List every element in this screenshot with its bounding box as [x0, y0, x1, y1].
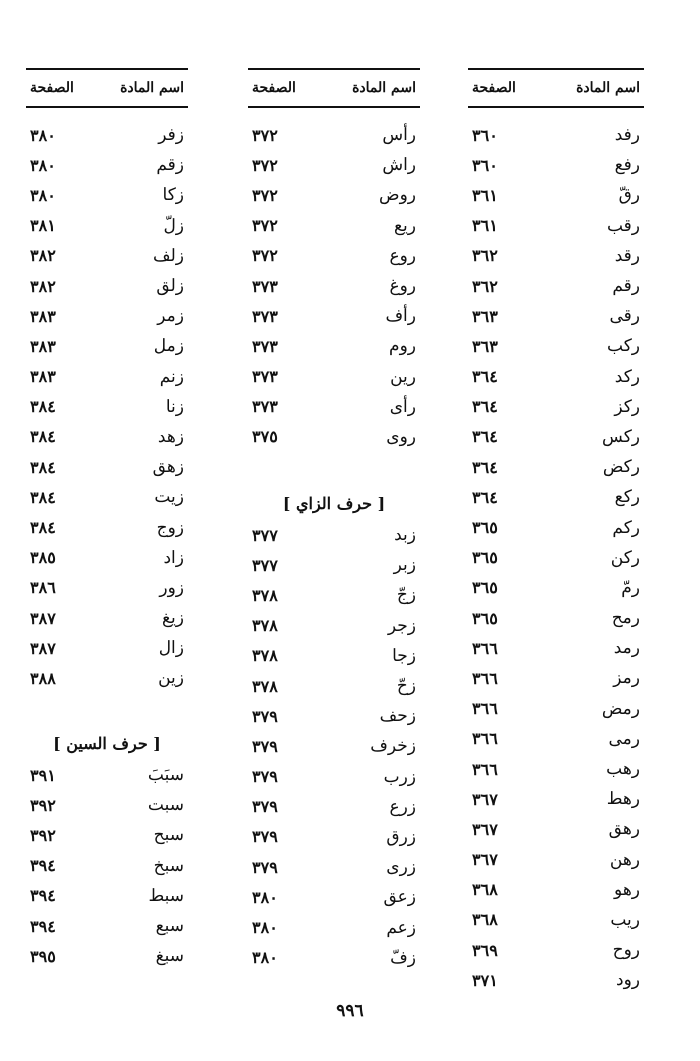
entry-word: ركس [602, 426, 640, 447]
entry-page-number: ٣٦٦ [472, 668, 498, 688]
index-entry [248, 271, 420, 301]
entry-page-number: ٣٦٨ [472, 910, 498, 930]
section-entry-list [248, 520, 420, 973]
index-entry [26, 422, 188, 452]
entry-word: رقد [614, 245, 640, 266]
entry-word: رفع [614, 155, 640, 176]
entry-word: زرع [389, 796, 416, 817]
section-title: [ حرف الزاي ] [282, 494, 386, 513]
entry-word: روغ [389, 276, 416, 297]
index-entry [26, 881, 188, 911]
index-entry [248, 301, 420, 331]
index-column-right [468, 68, 644, 995]
index-entry [468, 452, 644, 482]
entry-page-number: ٣٧٨ [252, 676, 278, 696]
entry-word: ريب [610, 909, 640, 930]
entry-page-number: ٣٧٢ [252, 155, 278, 175]
entry-page-number: ٣٦٤ [472, 487, 498, 507]
entry-word: رأس [382, 125, 416, 146]
index-entry [468, 512, 644, 542]
entry-page-number: ٣٩٥ [30, 946, 56, 966]
index-entry [468, 422, 644, 452]
entry-page-number: ٣٦٨ [472, 880, 498, 900]
entry-word: ركز [614, 396, 640, 417]
entry-word: رهب [606, 759, 640, 780]
entry-page-number: ٣٧٨ [252, 646, 278, 666]
entry-word: زعق [383, 887, 416, 908]
index-entry [468, 301, 644, 331]
entry-page-number: ٣٨٤ [30, 487, 56, 507]
index-entry [26, 790, 188, 820]
index-entry [26, 331, 188, 361]
index-entry [248, 852, 420, 882]
entry-page-number: ٣٧٣ [252, 397, 278, 417]
entry-word: زال [158, 638, 184, 659]
entry-word: زنم [159, 366, 184, 387]
page-number: ٩٩٦ [336, 1001, 364, 1021]
entry-word: رمد [613, 638, 640, 659]
entry-page-number: ٣٦٧ [472, 789, 498, 809]
entry-page-number: ٣٦١ [472, 185, 498, 205]
entry-list [248, 120, 420, 452]
entry-word: سبخ [153, 855, 184, 876]
index-entry [248, 241, 420, 271]
entry-page-number: ٣٨٢ [30, 246, 56, 266]
index-entry [468, 392, 644, 422]
entry-page-number: ٣٧٢ [252, 216, 278, 236]
entry-word: زرق [386, 826, 416, 847]
entry-page-number: ٣٦٥ [472, 608, 498, 628]
entry-page-number: ٣٧٣ [252, 306, 278, 326]
index-column-middle [248, 68, 420, 968]
entry-word: زرى [386, 857, 416, 878]
entry-word: روض [379, 185, 416, 206]
index-entry [26, 573, 188, 603]
entry-word: رمح [611, 608, 640, 629]
entry-page-number: ٣٨٧ [30, 638, 56, 658]
index-entry [248, 211, 420, 241]
entry-word: زهد [157, 426, 184, 447]
index-entry [26, 941, 188, 971]
entry-word: زفر [158, 125, 184, 146]
index-entry [468, 814, 644, 844]
index-entry [468, 965, 644, 995]
section-title: [ حرف السين ] [53, 734, 161, 753]
index-entry [26, 663, 188, 693]
entry-page-number: ٣٩١ [30, 765, 56, 785]
index-entry [26, 760, 188, 790]
entry-word: رود [616, 970, 640, 991]
index-entry [26, 150, 188, 180]
index-entry [468, 905, 644, 935]
entry-page-number: ٣٨٠ [252, 887, 278, 907]
index-entry [26, 543, 188, 573]
index-entry [468, 120, 644, 150]
entry-page-number: ٣٩٤ [30, 856, 56, 876]
entry-list [468, 120, 644, 995]
entry-page-number: ٣٨٠ [30, 155, 56, 175]
entry-page-number: ٣٧٧ [252, 525, 278, 545]
entry-page-number: ٣٧٩ [252, 827, 278, 847]
entry-word: زمل [153, 336, 184, 357]
entry-page-number: ٣٦٥ [472, 578, 498, 598]
entry-word: زجر [387, 615, 416, 636]
entry-page-number: ٣٩٤ [30, 886, 56, 906]
entry-page-number: ٣٧٢ [252, 125, 278, 145]
entry-page-number: ٣٨١ [30, 216, 56, 236]
entry-word: ركع [614, 487, 640, 508]
entry-word: سبت [147, 795, 184, 816]
entry-word: ركب [607, 336, 640, 357]
entry-word: روع [389, 245, 416, 266]
entry-page-number: ٣٨٤ [30, 397, 56, 417]
entry-page-number: ٣٦٦ [472, 699, 498, 719]
entry-page-number: ٣٦٧ [472, 819, 498, 839]
entry-word: رقب [606, 215, 640, 236]
index-entry [26, 271, 188, 301]
index-entry [248, 611, 420, 641]
index-entry [26, 603, 188, 633]
index-entry [248, 550, 420, 580]
entry-page-number: ٣٧٥ [252, 427, 278, 447]
entry-page-number: ٣٨٠ [252, 918, 278, 938]
entry-page-number: ٣٨٠ [30, 125, 56, 145]
index-entry [26, 512, 188, 542]
entry-page-number: ٣٨٢ [30, 276, 56, 296]
entry-page-number: ٣٨٠ [30, 185, 56, 205]
entry-word: سبح [153, 825, 184, 846]
entry-page-number: ٣٧٧ [252, 555, 278, 575]
header-name-label: اسم المادة [576, 80, 640, 96]
entry-word: رهو [614, 879, 640, 900]
entry-word: سبط [148, 885, 184, 906]
entry-page-number: ٣٦٤ [472, 397, 498, 417]
index-entry [248, 701, 420, 731]
entry-page-number: ٣٧٣ [252, 367, 278, 387]
entry-word: زاد [163, 547, 184, 568]
index-entry [248, 912, 420, 942]
entry-word: ركد [614, 366, 640, 387]
index-entry [26, 820, 188, 850]
index-entry [26, 452, 188, 482]
entry-page-number: ٣٧٨ [252, 585, 278, 605]
entry-word: رهن [609, 849, 640, 870]
entry-word: زعم [386, 917, 416, 938]
index-entry [468, 875, 644, 905]
entry-page-number: ٣٦٦ [472, 759, 498, 779]
index-entry [468, 362, 644, 392]
header-page-label: الصفحة [30, 80, 74, 96]
column-header [468, 68, 644, 108]
entry-word: زين [158, 668, 184, 689]
index-entry [26, 301, 188, 331]
entry-page-number: ٣٧٣ [252, 276, 278, 296]
index-entry [248, 150, 420, 180]
entry-page-number: ٣٦٠ [472, 125, 498, 145]
index-entry [248, 422, 420, 452]
entry-word: زلف [153, 245, 184, 266]
index-entry [468, 845, 644, 875]
entry-page-number: ٣٦٦ [472, 638, 498, 658]
index-entry [248, 943, 420, 973]
entry-page-number: ٣٩٢ [30, 825, 56, 845]
entry-page-number: ٣٦٢ [472, 276, 498, 296]
entry-word: ركم [612, 517, 640, 538]
column-header [248, 68, 420, 108]
entry-word: رأى [389, 396, 416, 417]
entry-page-number: ٣٦٧ [472, 850, 498, 870]
entry-page-number: ٣٨٤ [30, 457, 56, 477]
entry-page-number: ٣٦٤ [472, 367, 498, 387]
entry-page-number: ٣٧٢ [252, 185, 278, 205]
entry-word: رمّ [621, 577, 640, 598]
section-entry-list [26, 760, 188, 971]
index-column-left [26, 68, 188, 967]
entry-page-number: ٣٦٥ [472, 548, 498, 568]
entry-word: زكا [162, 185, 184, 206]
entry-word: زبد [394, 525, 416, 546]
entry-page-number: ٣٦٤ [472, 427, 498, 447]
index-entry [468, 543, 644, 573]
entry-word: زجا [392, 645, 416, 666]
entry-word: رقّ [618, 185, 640, 206]
entry-page-number: ٣٨٣ [30, 336, 56, 356]
index-entry [26, 633, 188, 663]
entry-word: سبغ [155, 946, 184, 967]
index-entry [248, 392, 420, 422]
entry-page-number: ٣٨٠ [252, 948, 278, 968]
entry-page-number: ٣٦١ [472, 216, 498, 236]
entry-page-number: ٣٨٥ [30, 548, 56, 568]
index-entry [248, 882, 420, 912]
index-entry [248, 822, 420, 852]
index-entry [248, 180, 420, 210]
entry-page-number: ٣٦٣ [472, 306, 498, 326]
entry-list [26, 120, 188, 694]
index-entry [26, 241, 188, 271]
entry-word: زقم [156, 155, 184, 176]
index-entry [248, 792, 420, 822]
column-header [26, 68, 188, 108]
index-entry [468, 271, 644, 301]
entry-word: زخرف [370, 736, 416, 757]
entry-page-number: ٣٨٤ [30, 518, 56, 538]
entry-word: زفّ [390, 947, 416, 968]
entry-word: سبع [155, 916, 184, 937]
entry-page-number: ٣٨٤ [30, 427, 56, 447]
index-entry [468, 784, 644, 814]
header-name-label: اسم المادة [120, 80, 184, 96]
entry-word: زرب [383, 766, 416, 787]
index-entry [248, 641, 420, 671]
index-entry [468, 150, 644, 180]
entry-word: رقم [612, 276, 640, 297]
index-entry [248, 331, 420, 361]
entry-page-number: ٣٧٣ [252, 336, 278, 356]
entry-word: راش [382, 155, 416, 176]
index-entry [468, 241, 644, 271]
entry-word: زحّ [396, 676, 416, 697]
index-entry [248, 731, 420, 761]
header-name-label: اسم المادة [352, 80, 416, 96]
index-entry [26, 180, 188, 210]
index-entry [468, 663, 644, 693]
entry-page-number: ٣٨٧ [30, 608, 56, 628]
entry-word: روى [386, 426, 416, 447]
index-entry [26, 851, 188, 881]
entry-page-number: ٣٩٢ [30, 795, 56, 815]
entry-word: زيغ [162, 608, 184, 629]
entry-page-number: ٣٦٠ [472, 155, 498, 175]
index-entry [468, 754, 644, 784]
index-entry [248, 762, 420, 792]
index-entry [26, 911, 188, 941]
header-page-label: الصفحة [252, 80, 296, 96]
entry-page-number: ٣٦٤ [472, 457, 498, 477]
index-entry [26, 362, 188, 392]
index-entry [248, 671, 420, 701]
index-entry [248, 520, 420, 550]
entry-word: زحف [379, 706, 416, 727]
entry-word: روح [612, 940, 640, 961]
entry-page-number: ٣٦٣ [472, 336, 498, 356]
entry-word: روم [389, 336, 416, 357]
entry-word: رمز [613, 668, 640, 689]
entry-word: رفد [614, 125, 640, 146]
entry-word: زجّ [396, 585, 416, 606]
entry-word: زوج [156, 517, 184, 538]
index-entry [468, 331, 644, 361]
entry-word: زنا [165, 396, 184, 417]
entry-word: زبر [393, 555, 416, 576]
index-entry [468, 573, 644, 603]
entry-word: ريع [394, 215, 416, 236]
entry-word: زور [159, 577, 184, 598]
index-entry [26, 211, 188, 241]
entry-page-number: ٣٦٩ [472, 940, 498, 960]
entry-word: ركض [602, 457, 640, 478]
entry-word: رهط [606, 789, 640, 810]
entry-word: رمض [601, 698, 640, 719]
index-entry [468, 211, 644, 241]
entry-page-number: ٣٧٩ [252, 767, 278, 787]
entry-word: رين [390, 366, 416, 387]
index-entry [468, 935, 644, 965]
index-entry [248, 362, 420, 392]
index-entry [248, 120, 420, 150]
entry-page-number: ٣٩٤ [30, 916, 56, 936]
header-page-label: الصفحة [472, 80, 516, 96]
entry-page-number: ٣٨٣ [30, 306, 56, 326]
entry-page-number: ٣٧٢ [252, 246, 278, 266]
index-entry [468, 724, 644, 754]
entry-word: زلق [156, 276, 184, 297]
index-entry [26, 120, 188, 150]
entry-page-number: ٣٨٣ [30, 367, 56, 387]
index-entry [468, 603, 644, 633]
entry-word: رمى [608, 728, 640, 749]
entry-word: زلّ [163, 215, 184, 236]
entry-page-number: ٣٦٦ [472, 729, 498, 749]
entry-page-number: ٣٧٨ [252, 616, 278, 636]
entry-word: رهق [608, 819, 640, 840]
index-entry [248, 580, 420, 610]
entry-word: زمر [157, 306, 184, 327]
entry-word: ركن [610, 547, 640, 568]
entry-page-number: ٣٨٦ [30, 578, 56, 598]
entry-page-number: ٣٦٢ [472, 246, 498, 266]
entry-word: زيت [154, 487, 184, 508]
index-entry [468, 694, 644, 724]
entry-word: زهق [152, 457, 184, 478]
entry-word: رأف [385, 306, 416, 327]
index-entry [468, 633, 644, 663]
index-entry [26, 482, 188, 512]
entry-page-number: ٣٧١ [472, 970, 498, 990]
entry-page-number: ٣٧٩ [252, 736, 278, 756]
entry-page-number: ٣٧٩ [252, 706, 278, 726]
index-entry [26, 392, 188, 422]
entry-page-number: ٣٨٨ [30, 668, 56, 688]
entry-page-number: ٣٦٥ [472, 518, 498, 538]
entry-page-number: ٣٧٩ [252, 857, 278, 877]
entry-word: رقى [609, 306, 640, 327]
index-entry [468, 482, 644, 512]
entry-word: سبَبَ [147, 765, 184, 786]
entry-page-number: ٣٧٩ [252, 797, 278, 817]
index-entry [468, 180, 644, 210]
